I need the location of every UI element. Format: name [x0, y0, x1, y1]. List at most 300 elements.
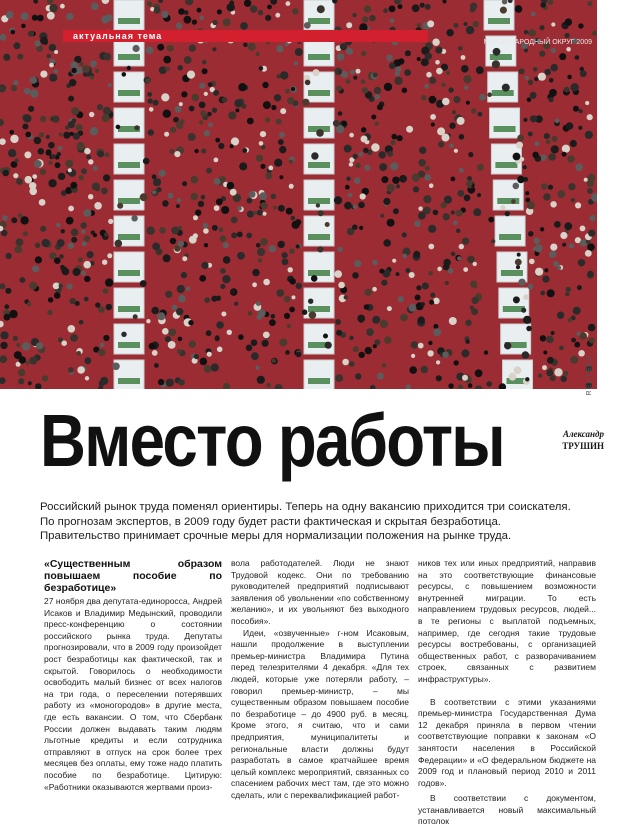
crowd-head	[66, 217, 74, 225]
crowd-head	[263, 279, 270, 286]
crowd-head	[49, 161, 53, 165]
crowd-head	[28, 31, 34, 37]
crowd-head	[533, 67, 538, 72]
crowd-head	[76, 351, 81, 356]
crowd-head	[573, 307, 581, 315]
crowd-head	[269, 245, 276, 252]
booth-table	[308, 90, 330, 96]
crowd-head	[40, 37, 48, 45]
crowd-head	[256, 314, 262, 320]
crowd-head	[54, 257, 61, 264]
crowd-head	[525, 76, 529, 80]
crowd-head	[147, 1, 153, 7]
crowd-head	[49, 4, 57, 12]
crowd-head	[279, 175, 283, 179]
crowd-head	[557, 312, 564, 319]
crowd-head	[16, 178, 23, 185]
crowd-head	[289, 249, 295, 255]
crowd-head	[184, 56, 192, 64]
crowd-head	[587, 243, 595, 251]
crowd-head	[292, 8, 298, 14]
crowd-head	[502, 84, 510, 92]
crowd-head	[206, 168, 212, 174]
crowd-head	[49, 44, 56, 51]
crowd-head	[462, 238, 469, 245]
crowd-head	[318, 210, 324, 216]
crowd-head	[204, 365, 212, 373]
booth	[503, 360, 533, 389]
crowd-head	[379, 163, 387, 171]
crowd-head	[509, 373, 517, 381]
crowd-head	[428, 225, 436, 233]
crowd-head	[511, 199, 516, 204]
crowd-head	[433, 298, 440, 305]
crowd-head	[219, 227, 224, 232]
crowd-head	[256, 301, 261, 306]
crowd-head	[199, 102, 206, 109]
booth	[495, 216, 525, 246]
crowd-head	[337, 53, 345, 61]
crowd-head	[527, 97, 532, 102]
crowd-head	[473, 208, 481, 216]
crowd-head	[10, 135, 18, 143]
crowd-head	[89, 112, 94, 117]
crowd-head	[275, 13, 280, 18]
crowd-head	[304, 22, 311, 29]
crowd-head	[259, 141, 264, 146]
crowd-head	[364, 289, 371, 296]
crowd-head	[285, 350, 290, 355]
crowd-head	[296, 244, 300, 248]
crowd-head	[90, 60, 97, 67]
crowd-head	[395, 66, 401, 72]
crowd-head	[346, 48, 353, 55]
crowd-head	[157, 44, 164, 51]
crowd-head	[21, 24, 26, 29]
crowd-head	[35, 243, 41, 249]
crowd-head	[188, 320, 193, 325]
crowd-head	[73, 268, 81, 276]
crowd-head	[446, 29, 453, 36]
crowd-head	[577, 285, 582, 290]
crowd-head	[355, 373, 361, 379]
crowd-head	[359, 152, 364, 157]
crowd-head	[391, 140, 396, 145]
crowd-head	[101, 188, 108, 195]
crowd-head	[429, 300, 434, 305]
crowd-head	[165, 291, 172, 298]
crowd-head	[398, 296, 404, 302]
crowd-head	[93, 166, 98, 171]
crowd-head	[369, 15, 375, 21]
crowd-head	[102, 114, 110, 122]
paragraph: ников тех или иных предприятий, направив на это соответствующие финансовые ресурсы, с повышением возможности внутренней миграции. То есть направлением трудовых ресурсов, людей... в те регионы с выплатой подъемных, например, где сегодня такие трудовые ресурсы востребованы, с организацией общественных работ, с разворачиванием строек, связанных с развитием инфраструктуры».	[418, 558, 596, 684]
crowd-head	[291, 216, 296, 221]
crowd-head	[463, 75, 471, 83]
crowd-head	[53, 283, 60, 290]
crowd-head	[296, 283, 302, 289]
crowd-head	[587, 271, 594, 278]
crowd-head	[238, 334, 244, 340]
crowd-head	[478, 112, 483, 117]
crowd-head	[94, 202, 102, 210]
crowd-head	[386, 55, 393, 62]
crowd-head	[177, 349, 182, 354]
crowd-head	[578, 259, 585, 266]
paragraph: В соответствии с документом, устанавливается новый максимальный потолок	[418, 793, 596, 827]
crowd-head	[30, 89, 38, 97]
crowd-head	[103, 53, 111, 61]
crowd-head	[106, 304, 112, 310]
crowd-head	[443, 213, 450, 220]
crowd-head	[223, 18, 231, 26]
crowd-head	[154, 363, 159, 368]
crowd-head	[260, 164, 265, 169]
crowd-head	[459, 244, 464, 249]
crowd-head	[163, 56, 171, 64]
crowd-head	[466, 180, 473, 187]
crowd-head	[238, 83, 246, 91]
crowd-head	[344, 202, 352, 210]
crowd-head	[291, 87, 295, 91]
crowd-head	[47, 310, 53, 316]
crowd-head	[520, 157, 525, 162]
crowd-head	[380, 214, 384, 218]
crowd-head	[76, 142, 84, 150]
crowd-head	[15, 246, 23, 254]
crowd-head	[293, 100, 299, 106]
crowd-head	[90, 75, 95, 80]
booth	[304, 216, 334, 246]
crowd-head	[79, 320, 84, 325]
crowd-head	[28, 381, 32, 385]
crowd-head	[271, 314, 276, 319]
crowd-head	[30, 77, 37, 84]
crowd-head	[8, 149, 16, 157]
crowd-head	[415, 295, 421, 301]
crowd-head	[461, 65, 469, 73]
crowd-head	[377, 373, 384, 380]
crowd-head	[174, 151, 180, 157]
crowd-head	[571, 338, 576, 343]
crowd-head	[521, 308, 526, 313]
crowd-head	[54, 50, 58, 54]
crowd-head	[428, 271, 433, 276]
crowd-head	[514, 366, 522, 374]
crowd-head	[247, 118, 254, 125]
crowd-head	[513, 296, 520, 303]
crowd-head	[516, 142, 523, 149]
crowd-head	[337, 247, 343, 253]
booth	[114, 252, 144, 282]
crowd-head	[542, 365, 547, 370]
crowd-head	[547, 357, 554, 364]
crowd-head	[223, 256, 231, 264]
crowd-head	[159, 66, 167, 74]
crowd-head	[428, 341, 432, 345]
crowd-head	[172, 305, 178, 311]
crowd-head	[578, 126, 582, 130]
crowd-head	[487, 92, 492, 97]
crowd-head	[181, 272, 187, 278]
crowd-head	[257, 248, 265, 256]
crowd-head	[251, 352, 259, 360]
crowd-head	[364, 304, 370, 310]
crowd-head	[589, 215, 595, 221]
crowd-head	[473, 262, 477, 266]
crowd-head	[418, 159, 426, 167]
crowd-head	[249, 191, 256, 198]
crowd-head	[134, 125, 139, 130]
crowd-head	[530, 115, 537, 122]
crowd-head	[578, 109, 582, 113]
crowd-head	[227, 182, 235, 190]
crowd-head	[178, 379, 184, 385]
crowd-head	[58, 173, 65, 180]
crowd-head	[85, 357, 92, 364]
crowd-head	[391, 134, 397, 140]
crowd-head	[479, 94, 486, 101]
crowd-head	[176, 308, 183, 315]
crowd-head	[566, 287, 571, 292]
crowd-head	[433, 328, 441, 336]
crowd-head	[406, 126, 413, 133]
crowd-head	[380, 320, 388, 328]
crowd-head	[212, 108, 217, 113]
crowd-head	[279, 338, 287, 346]
crowd-head	[515, 259, 522, 266]
crowd-head	[578, 23, 583, 28]
booth-table	[118, 378, 140, 384]
crowd-head	[204, 130, 210, 136]
crowd-head	[528, 80, 533, 85]
crowd-head	[535, 268, 543, 276]
booth	[304, 288, 334, 318]
crowd-head	[317, 5, 325, 13]
crowd-head	[178, 295, 186, 303]
crowd-head	[93, 233, 97, 237]
crowd-head	[540, 2, 546, 8]
crowd-head	[372, 260, 378, 266]
crowd-head	[103, 107, 111, 115]
crowd-head	[127, 66, 131, 70]
crowd-head	[90, 127, 98, 135]
crowd-head	[34, 41, 40, 47]
crowd-head	[203, 228, 209, 234]
crowd-head	[527, 201, 535, 209]
crowd-head	[212, 47, 216, 51]
crowd-head	[98, 349, 105, 356]
crowd-head	[88, 159, 93, 164]
crowd-head	[550, 244, 557, 251]
crowd-head	[0, 342, 7, 349]
crowd-head	[70, 132, 74, 136]
crowd-head	[523, 316, 531, 324]
crowd-head	[341, 121, 347, 127]
booth	[114, 108, 144, 138]
crowd-head	[200, 358, 208, 366]
crowd-head	[158, 379, 164, 385]
crowd-head	[272, 359, 276, 363]
crowd-head	[77, 366, 85, 374]
crowd-head	[108, 219, 113, 224]
crowd-head	[422, 282, 429, 289]
crowd-head	[186, 287, 190, 291]
crowd-head	[61, 229, 65, 233]
crowd-head	[85, 376, 89, 380]
crowd-head	[208, 82, 213, 87]
crowd-head	[379, 151, 386, 158]
crowd-head	[381, 280, 387, 286]
crowd-head	[215, 138, 220, 143]
crowd-head	[372, 287, 377, 292]
crowd-head	[211, 363, 219, 371]
crowd-head	[11, 217, 17, 223]
crowd-head	[551, 331, 555, 335]
crowd-head	[91, 3, 99, 11]
crowd-head	[366, 328, 374, 336]
crowd-head	[412, 4, 420, 12]
crowd-head	[211, 296, 217, 302]
crowd-head	[148, 98, 153, 103]
crowd-head	[557, 266, 561, 270]
crowd-head	[491, 239, 495, 243]
crowd-head	[411, 341, 418, 348]
crowd-head	[115, 240, 123, 248]
crowd-head	[82, 241, 87, 246]
crowd-head	[338, 111, 343, 116]
crowd-head	[173, 117, 179, 123]
crowd-head	[105, 278, 113, 286]
crowd-head	[344, 145, 352, 153]
crowd-head	[112, 363, 120, 371]
crowd-head	[32, 265, 39, 272]
crowd-head	[523, 165, 527, 169]
booth-table	[499, 234, 521, 240]
crowd-head	[57, 152, 61, 156]
crowd-head	[18, 369, 26, 377]
crowd-head	[24, 151, 31, 158]
crowd-head	[216, 198, 223, 205]
crowd-head	[451, 210, 455, 214]
crowd-head	[473, 21, 479, 27]
crowd-head	[552, 136, 558, 142]
crowd-head	[353, 204, 358, 209]
crowd-head	[553, 261, 559, 267]
crowd-head	[349, 361, 355, 367]
crowd-head	[221, 206, 229, 214]
crowd-head	[302, 99, 309, 106]
crowd-head	[103, 174, 110, 181]
crowd-head	[523, 294, 529, 300]
crowd-head	[165, 66, 170, 71]
crowd-head	[484, 350, 488, 354]
crowd-head	[258, 258, 262, 262]
crowd-head	[146, 46, 154, 54]
crowd-head	[443, 259, 450, 266]
crowd-head	[543, 351, 547, 355]
crowd-head	[273, 206, 277, 210]
crowd-head	[346, 79, 351, 84]
crowd-head	[178, 8, 185, 15]
crowd-head	[317, 246, 323, 252]
crowd-head	[538, 374, 542, 378]
crowd-head	[182, 256, 187, 261]
crowd-head	[387, 306, 392, 311]
crowd-head	[427, 20, 434, 27]
crowd-head	[377, 104, 383, 110]
booth-table	[118, 342, 140, 348]
crowd-head	[80, 222, 87, 229]
crowd-head	[517, 253, 521, 257]
crowd-head	[436, 360, 440, 364]
crowd-head	[311, 152, 318, 159]
crowd-head	[308, 299, 313, 304]
crowd-head	[364, 5, 371, 12]
crowd-head	[522, 351, 530, 359]
crowd-head	[276, 119, 282, 125]
crowd-head	[199, 120, 203, 124]
crowd-head	[532, 152, 538, 158]
crowd-head	[274, 94, 281, 101]
crowd-head	[449, 317, 457, 325]
paragraph: Идеи, «озвученные» г-ном Исаковым, нашли продолжение в выступлении премьер-министра Владимира Путина перед телезрителями 4 декабря. «Для тех людей, которые уже потеряли работу, – говорил премьер-министр, – мы существенным образом повышаем пособие по безработице – до 4900 руб. в месяц. Кроме этого, я считаю, что и сами предприятия, муниципалитеты и региональные власти должны будут разработать в самое кратчайшее время целый комплекс мероприятий, связанных со спасением рабочих мест там, где это можно сделать, или с переквалификацией работ-	[231, 627, 409, 800]
crowd-head	[525, 191, 529, 195]
crowd-head	[359, 352, 365, 358]
crowd-head	[540, 154, 546, 160]
crowd-head	[500, 7, 507, 14]
crowd-head	[106, 14, 113, 21]
crowd-head	[42, 239, 50, 247]
booth-table	[308, 198, 330, 204]
crowd-head	[88, 194, 93, 199]
crowd-head	[371, 143, 379, 151]
crowd-head	[58, 146, 63, 151]
crowd-head	[411, 354, 415, 358]
booth-table	[308, 270, 330, 276]
crowd-head	[164, 132, 169, 137]
crowd-head	[48, 142, 55, 149]
booth-table	[118, 54, 140, 60]
crowd-head	[287, 324, 291, 328]
crowd-head	[166, 379, 174, 387]
booth-table	[308, 162, 330, 168]
crowd-head	[46, 150, 52, 156]
crowd-head	[562, 243, 566, 247]
crowd-head	[285, 89, 290, 94]
crowd-head	[427, 350, 433, 356]
crowd-head	[421, 302, 425, 306]
crowd-head	[35, 256, 42, 263]
crowd-head	[267, 5, 272, 10]
crowd-head	[201, 195, 206, 200]
lead-line: Российский рынок труда поменял ориентиры. Теперь на одну вакансию приходится три соискателя.	[40, 501, 571, 513]
crowd-head	[122, 72, 127, 77]
crowd-head	[560, 232, 567, 239]
crowd-head	[271, 194, 277, 200]
crowd-head	[222, 275, 230, 283]
crowd-head	[193, 215, 198, 220]
crowd-head	[404, 69, 411, 76]
crowd-head	[234, 302, 238, 306]
crowd-head	[358, 202, 365, 209]
crowd-head	[564, 222, 572, 230]
crowd-head	[284, 313, 290, 319]
crowd-head	[289, 307, 295, 313]
crowd-head	[446, 71, 450, 75]
crowd-head	[220, 176, 226, 182]
crowd-head	[296, 351, 302, 357]
